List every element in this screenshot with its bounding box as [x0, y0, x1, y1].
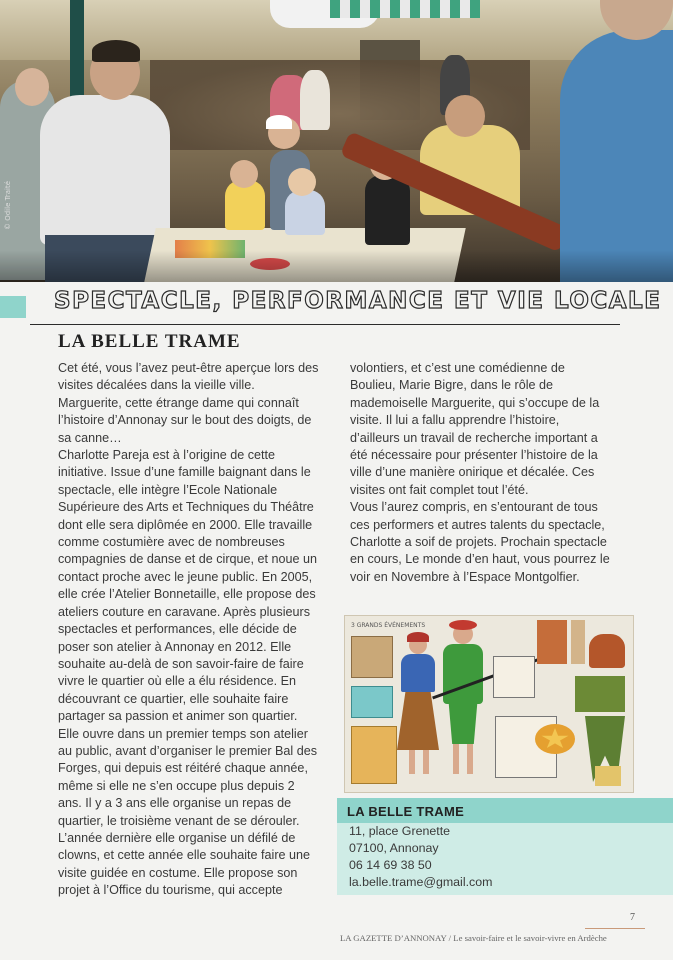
footer-line [340, 933, 607, 943]
section-title: SPECTACLE, PERFORMANCE ET VIE LOCALE [54, 288, 662, 314]
footer-rule [585, 928, 645, 929]
contact-address: 11, place Grenette [349, 824, 451, 838]
article-paragraph: Vous l’aurez compris, en s’entourant de tous ces performers et autres talents du spectacle, Charlotte a soif de projets. Prochain spectacle en cours, Le monde d’en haut, vous pourrez le voir en Novembre à l’Espace Montgolfier. [350, 500, 610, 584]
article-paragraph: Charlotte Pareja est à l’origine de cette initiative. Issue d’une famille baignant dans le spectacle, elle intègre l’Ecole Nationale Supérieure des Arts et Techniques du Théâtre dont elle sera diplômée en 2000. Elle travaille comme costumière avec de nombreuses compagnies de danse et de cirque, et noue un contact proche avec le jeune public. En 2005, elle crée l’Atelier Bonnetaille, elle propose des ateliers couture en caravane. Après plusieurs spectacles et performances, elle décide de poser son atelier à Annonay en 2012. Elle souhaite au-delà de son savoir-faire de faire vivre le quartier où elle a élu résidence. En découvrant ce quartier, elle souhaite faire partager sa passion et animer son quartier. Elle ouvre dans un premier temps son atelier au public, avant d’organiser le premier Bal des Forges, qui depuis est réitéré chaque année, même si elle ne s’en occupe plus depuis 2 ans. Il y a 3 ans elle organise un repas de quartier, le troisième venant de se dérouler. L’année dernière elle organise un défilé de clowns, et cette année elle souhaite faire une visite guidée en costume. Elle propose son projet à l’Office du tourisme, qui accepte [58, 448, 318, 898]
contact-email[interactable]: la.belle.trame@gmail.com [349, 875, 493, 889]
article-paragraph: Cet été, vous l’avez peut-être aperçue lors des visites décalées dans la vieille ville. Marguerite, cette étrange dame qui connaît l’histoire d’Annonay sur le bout des doigts, de sa canne… [58, 361, 319, 445]
costume-illustration [344, 615, 634, 793]
footer-publication: LA GAZETTE D’ANNONAY [340, 933, 447, 943]
article-paragraph: volontiers, et c’est une comédienne de Boulieu, Marie Bigre, dans le rôle de mademoiselle Marguerite, qui s’occupe de la visite. Il lui a fallu apprendre l’histoire, d’ailleurs un travail de recherche important a été nécessaire pour présenter l’histoire de la ville d’une manière onirique et décalée. Ces visites ont fait complet tout l’été. [350, 361, 600, 497]
title-accent-band [0, 296, 26, 318]
article-subtitle: LA BELLE TRAME [58, 331, 241, 352]
article-right-column [350, 360, 612, 586]
contact-box [337, 798, 673, 895]
contact-name: LA BELLE TRAME [347, 804, 465, 819]
article-left-column [58, 360, 320, 900]
footer-tagline: / Le savoir-faire et le savoir-vivre en Ardèche [446, 933, 607, 943]
photo-credit: © Odile Traité [4, 180, 12, 230]
illustration-caption: 3 GRANDS ÉVÉNEMENTS [351, 622, 426, 629]
contact-city: 07100, Annonay [349, 841, 439, 855]
title-underline [30, 324, 620, 325]
contact-phone: 06 14 69 38 50 [349, 858, 432, 872]
hero-photo [0, 0, 673, 282]
page-number: 7 [630, 912, 635, 923]
